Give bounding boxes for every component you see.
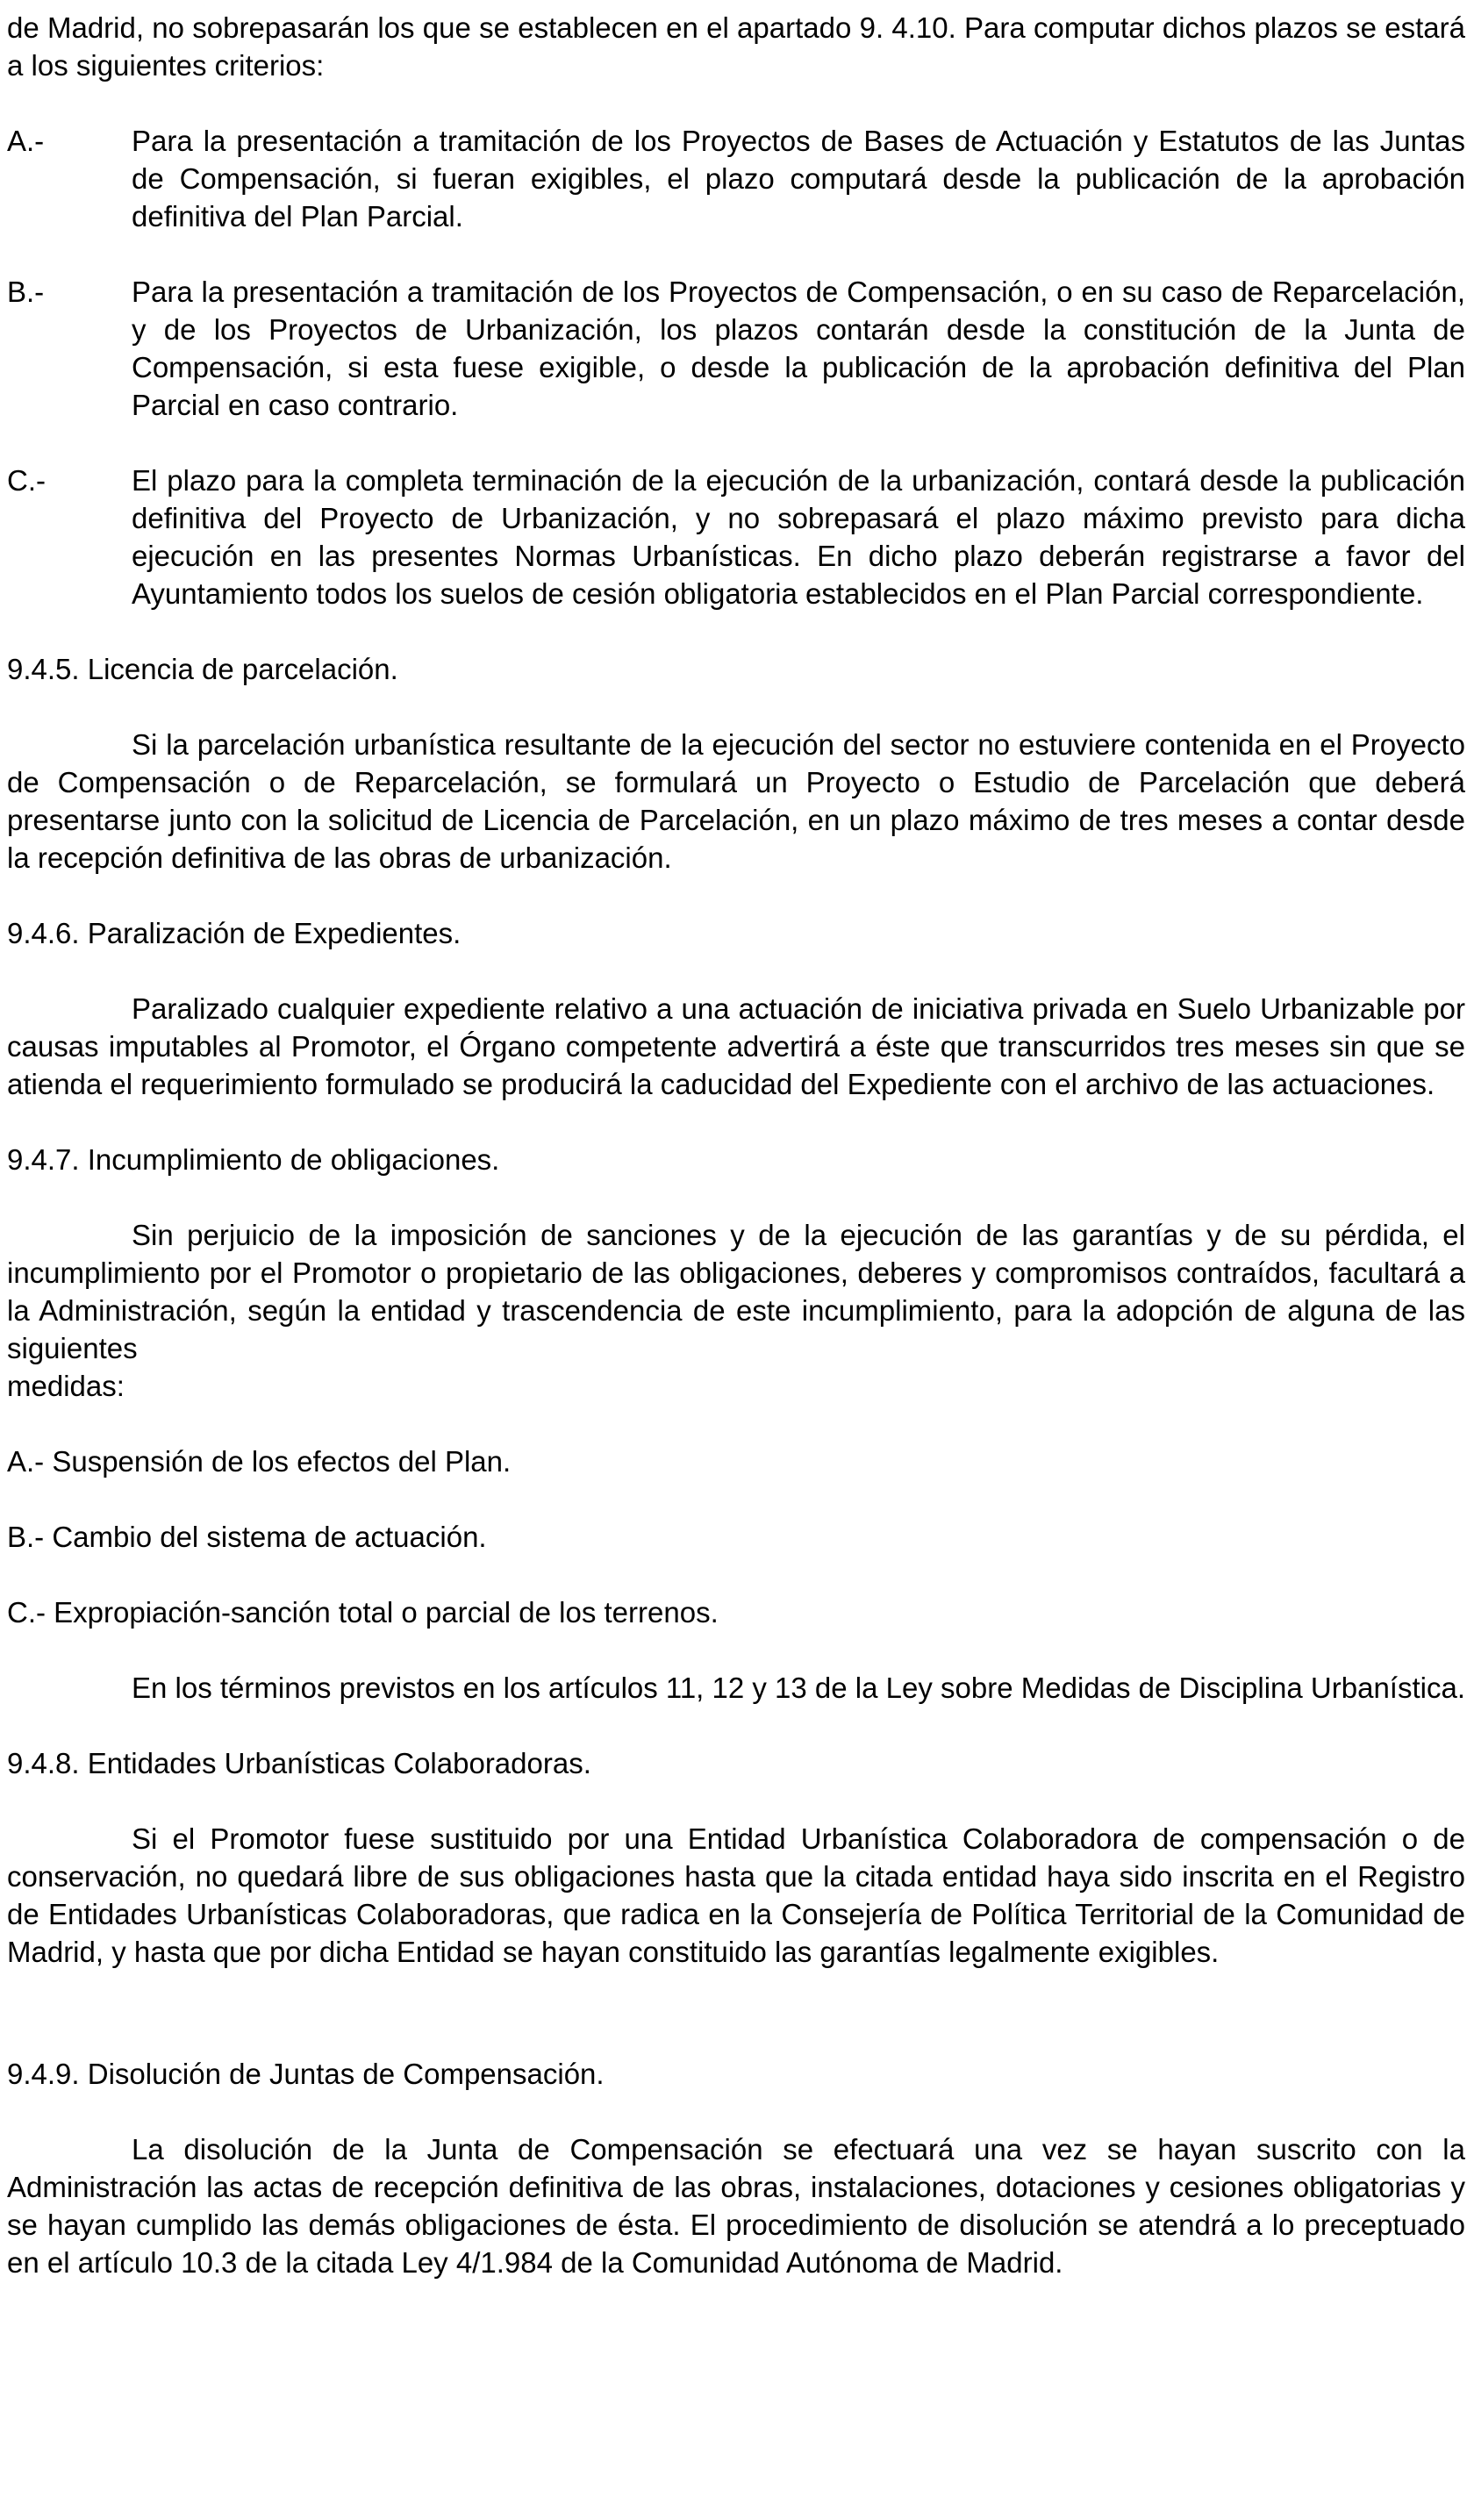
hanging-list-item [7,462,1465,612]
list-line: C.- Expropiación-sanción total o parcial de los terrenos. [7,1596,719,1629]
paragraph: Si la parcelación urbanística resultante de la ejecución del sector no estuviere contenida en el Proyecto de Compensación o de Reparcelación, se formulará un Proyecto o Estudio de Parcelación que deberá presentarse junto con la solicitud de Licencia de Parcelación, en un plazo máximo de tres meses a contar desde la recepción definitiva de las obras de urbanización. [7,728,1465,874]
hanging-list-item [7,122,1465,235]
paragraph: medidas: [7,1370,125,1402]
list-item-label: C.- [7,464,46,497]
paragraph: Sin perjuicio de la imposición de sanciones y de la ejecución de las garantías y de su pérdida, el incumplimiento por el Promotor o propietario de las obligaciones, deberes y compromisos contraídos, facultará a la Administración, según la entidad y trascendencia de este incumplimiento, para la adopción de alguna de las siguientes [7,1219,1465,1364]
section-heading: 9.4.7. Incumplimiento de obligaciones. [7,1143,500,1176]
section-heading: 9.4.9. Disolución de Juntas de Compensación. [7,2058,605,2090]
paragraph: Paralizado cualquier expediente relativo a una actuación de iniciativa privada en Suelo Urbanizable por causas imputables al Promotor, el Órgano competente advertirá a éste que transcurridos tres meses sin que se atienda el requerimiento formulado se producirá la caducidad del Expediente con el archivo de las actuaciones. [7,992,1465,1100]
hanging-list-item [7,273,1465,424]
list-item-label: B.- [7,276,45,308]
list-line: B.- Cambio del sistema de actuación. [7,1521,487,1553]
paragraph: Si el Promotor fuese sustituido por una Entidad Urbanística Colaboradora de compensación o de conservación, no quedará libre de sus obligaciones hasta que la citada entidad haya sido inscrita en el Registro de Entidades Urbanísticas Colaboradoras, que radica en la Consejería de Política Territorial de la Comunidad de Madrid, y hasta que por dicha Entidad se hayan constituido las garantías legalmente exigibles. [7,1822,1465,1968]
paragraph: La disolución de la Junta de Compensación se efectuará una vez se hayan suscrito con la Administración las actas de recepción definitiva de las obras, instalaciones, dotaciones y cesiones obligatorias y se hayan cumplido las demás obligaciones de ésta. El procedimiento de disolución se atendrá a lo preceptuado en el artículo 10.3 de la citada Ley 4/1.984 de la Comunidad Autónoma de Madrid. [7,2133,1465,2279]
paragraph: En los términos previstos en los artículos 11, 12 y 13 de la Ley sobre Medidas de Disciplina Urbanística. [132,1672,1465,1704]
list-item-text: Para la presentación a tramitación de los Proyectos de Compensación, o en su caso de Reparcelación, y de los Proyectos de Urbanización, los plazos contarán desde la constitución de la Junta de Compensación, si esta fuese exigible, o desde la publicación de la aprobación definitiva del Plan Parcial en caso contrario. [132,276,1465,421]
list-item-text: Para la presentación a tramitación de los Proyectos de Bases de Actuación y Estatutos de las Juntas de Compensación, si fueran exigibles, el plazo computará desde la publicación de la aprobación definitiva del Plan Parcial. [132,125,1465,233]
list-item-text: El plazo para la completa terminación de la ejecución de la urbanización, contará desde la publicación definitiva del Proyecto de Urbanización, y no sobrepasará el plazo máximo previsto para dicha ejecución en las presentes Normas Urbanísticas. En dicho plazo deberán registrarse a favor del Ayuntamiento todos los suelos de cesión obligatoria establecidos en el Plan Parcial correspondiente. [132,464,1465,610]
list-line: A.- Suspensión de los efectos del Plan. [7,1445,512,1478]
paragraph: de Madrid, no sobrepasarán los que se establecen en el apartado 9. 4.10. Para computar dichos plazos se estará a los siguientes criterios: [7,11,1465,82]
section-heading: 9.4.6. Paralización de Expedientes. [7,917,462,949]
list-item-label: A.- [7,125,45,157]
section-heading: 9.4.5. Licencia de parcelación. [7,653,398,685]
section-heading: 9.4.8. Entidades Urbanísticas Colaboradoras. [7,1747,591,1779]
